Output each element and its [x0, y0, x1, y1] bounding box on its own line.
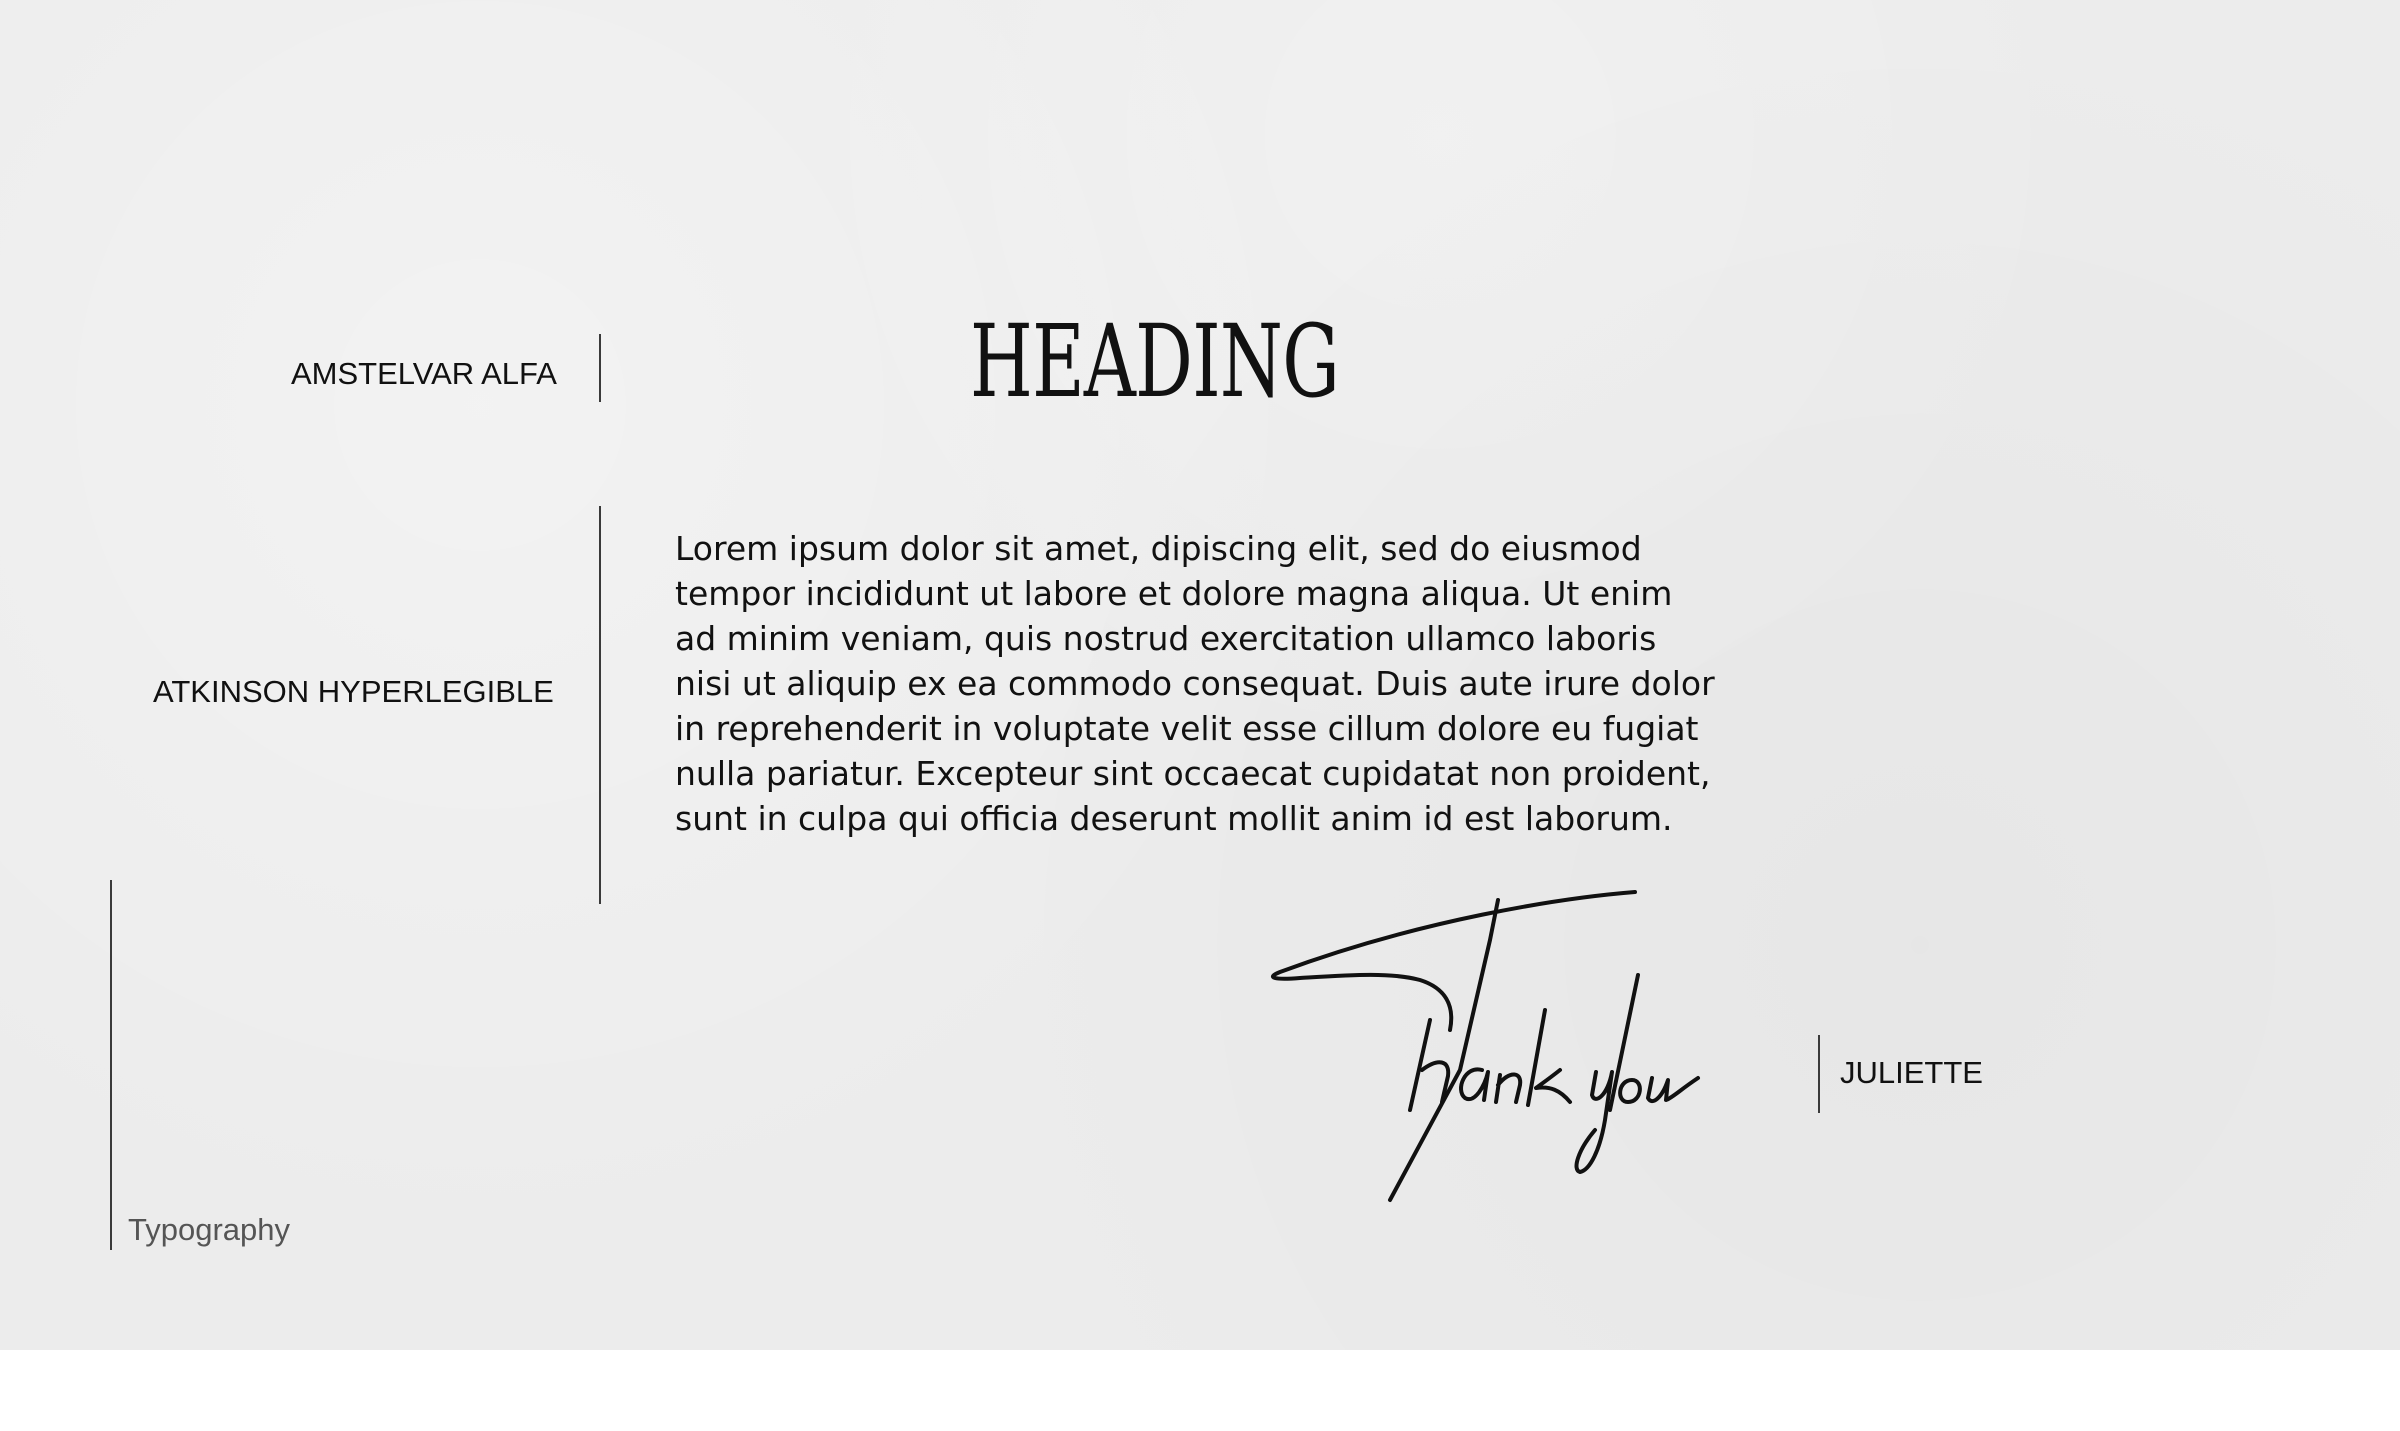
body-paragraph: Lorem ipsum dolor sit amet, dipiscing elit, sed do eiusmod tempor incididunt ut labore et dolore magna aliqua. Ut enim ad minim veniam, quis nostrud exercitation ullamco laboris nisi ut aliquip ex ea commodo consequat. Duis aute irure dolor in reprehenderit in voluptate velit esse cillum dolore eu fugiat nulla pariatur. Excepteur sint occaecat cupidatat non proident, sunt in culpa qui officia deserunt mollit anim id est laborum.: [675, 529, 1715, 838]
thank-you-signature: [1260, 880, 1800, 1210]
signature-name: JULIETTE: [1840, 1055, 1983, 1090]
heading-font-label: AMSTELVAR ALFA: [291, 356, 557, 391]
footer-divider: [110, 880, 112, 1250]
footer-section-label: Typography: [128, 1212, 290, 1247]
body-divider: [599, 506, 601, 904]
page-heading: HEADING: [970, 303, 1339, 420]
body-font-label: ATKINSON HYPERLEGIBLE: [153, 674, 554, 709]
heading-divider: [599, 334, 601, 402]
signature-divider: [1818, 1035, 1820, 1113]
